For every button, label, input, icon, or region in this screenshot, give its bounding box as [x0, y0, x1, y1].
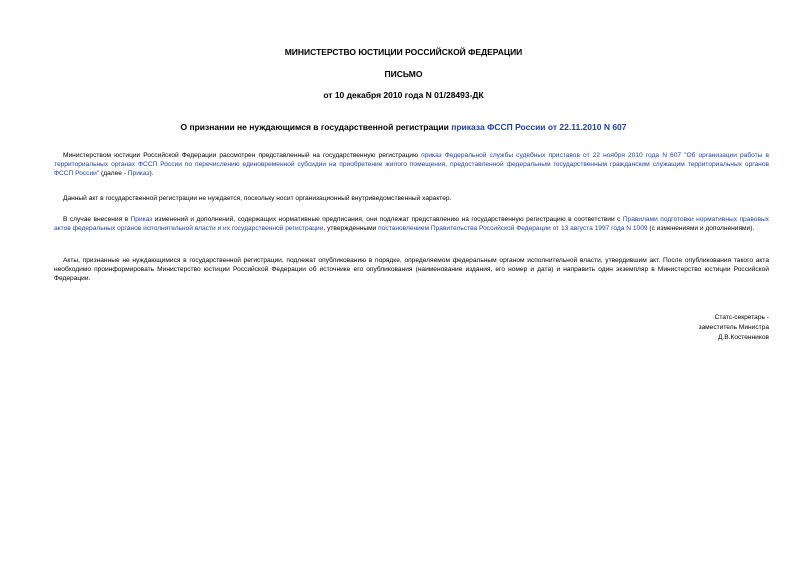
signature-title-1: Статс-секретарь - — [714, 314, 769, 321]
p3-resolution-link[interactable]: постановлением Правительства Российской Федерации от 13 августа 1997 года N 1009 — [378, 225, 648, 233]
p3-text-4: (с изменениями и дополнениями). — [647, 225, 755, 233]
document-subject — [0, 122, 807, 132]
paragraph-amendments — [54, 215, 769, 233]
p1-prikaz-link[interactable]: Приказ — [127, 170, 150, 178]
p1-text-1: Министерством юстиции Российской Федерации рассмотрен представленный на государственную регистрацию — [63, 152, 422, 159]
doc-date-heading: от 10 декабря 2010 года N 01/28493-ДК — [323, 90, 484, 100]
p3-text-1: В случае внесения в — [63, 216, 131, 223]
paragraph-no-registration — [54, 194, 769, 203]
p4-text: Акты, признанные не нуждающимися в государственной регистрации, подлежат опубликованию в порядке, определяемом федеральным органом исполнительной власти, утвердившим акт. После опубликования такого акта необходимо проинформировать Министерство юстиции Российской Федерации об источнике его опубликования (наименование издания, его номер и дата) и направить один экземпляр в Министерство юстиции Российской Федерации. — [54, 257, 769, 283]
p3-text-2: изменений и дополнений, содержащих нормативные предписания, они подлежат представлению на государственную регистрацию в соответствии с — [152, 216, 623, 223]
paragraph-publication — [54, 256, 769, 283]
p3-rules-link[interactable]: Правилами подготовки нормативных правовых актов федеральных органов исполнительной власти и их государственной регистрации — [54, 216, 769, 233]
paragraph-review — [54, 151, 769, 178]
doc-type-heading: ПИСЬМО — [384, 69, 423, 79]
subject-text: О признании не нуждающимся в государственной регистрации — [180, 122, 452, 132]
subject-order-link[interactable]: приказа ФССП России от 22.11.2010 N 607 — [451, 122, 627, 132]
p3-text-3: , утвержденными — [323, 225, 379, 233]
p2-text: Данный акт в государственной регистрации не нуждается, поскольку носит организационный внутриведомственный характер. — [63, 195, 452, 202]
p3-prikaz-link[interactable]: Приказ — [130, 216, 153, 223]
signature-name: Д.В.Костенников — [717, 334, 769, 341]
p1-order-link[interactable]: приказ Федеральной службы судебных приставов от 22 ноября 2010 года N 607 "Об организации работы в территориальных органах ФССП России по перечислению единовременной субсидии на приобретение жилого помещения, предоставленной федеральным государственным гражданским служащим территориальных органов ФССП России" — [54, 152, 769, 178]
ministry-heading: МИНИСТЕРСТВО ЮСТИЦИИ РОССИЙСКОЙ ФЕДЕРАЦИИ — [284, 47, 523, 57]
p1-text-3: ). — [149, 170, 154, 178]
p1-text-2: (далее - — [99, 170, 128, 178]
signature-block — [569, 313, 769, 343]
signature-title-2: заместитель Министра — [698, 324, 769, 331]
